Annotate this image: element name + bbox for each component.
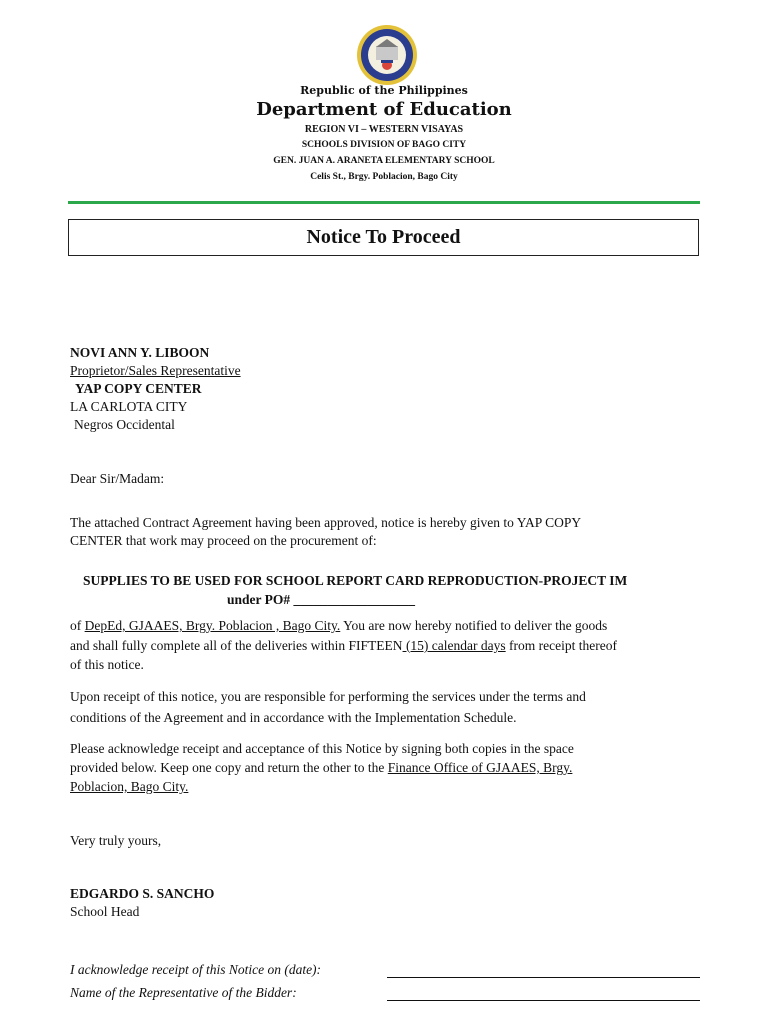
recipient-position: Proprietor/Sales Representative (70, 363, 241, 378)
paragraph-3-line-2: conditions of the Agreement and in accordance with the Implementation Schedule. (70, 710, 517, 725)
paragraph-2-line-2 (70, 637, 705, 655)
closing: Very truly yours, (70, 833, 162, 848)
p2-of: of (70, 618, 85, 633)
p2-line-2a: and shall fully complete all of the deliveries within FIFTEEN (70, 638, 403, 653)
document-title: Notice To Proceed (68, 219, 699, 256)
delivery-place: DepEd, GJAAES, Brgy. Poblacion , Bago City. (84, 618, 341, 633)
deped-seal-icon (356, 24, 418, 86)
signatory-name: EDGARDO S. SANCHO (70, 886, 215, 901)
p2-line-2b: from receipt thereof (505, 638, 617, 653)
republic-line: Republic of the Philippines (300, 84, 468, 97)
paragraph-4-line-1: Please acknowledge receipt and acceptance of this Notice by signing both copies in the space (70, 741, 574, 756)
receipt-date-line[interactable] (387, 977, 700, 978)
school-address: Celis St., Brgy. Poblacion, Bago City (310, 172, 458, 182)
purchase-order-line: under PO# __________________ (227, 592, 416, 607)
receipt-date-label: I acknowledge receipt of this Notice on (date): (70, 962, 322, 977)
paragraph-1-line-2: CENTER that work may proceed on the procurement of: (70, 533, 377, 548)
finance-office-1: Finance Office of GJAAES, Brgy. (387, 760, 573, 775)
p4-line-2a: provided below. Keep one copy and return the other to the (70, 760, 388, 775)
representative-label: Name of the Representative of the Bidder: (70, 985, 297, 1000)
recipient-province: Negros Occidental (74, 417, 175, 432)
representative-name-line[interactable] (387, 1000, 700, 1001)
salutation: Dear Sir/Madam: (70, 471, 165, 486)
division-line: SCHOOLS DIVISION OF BAGO CITY (301, 140, 467, 150)
supplies-title: SUPPLIES TO BE USED FOR SCHOOL REPORT CARD REPRODUCTION-PROJECT IM (83, 573, 628, 588)
recipient-city: LA CARLOTA CITY (70, 399, 188, 414)
paragraph-3-line-1: Upon receipt of this notice, you are responsible for performing the services under the terms and (70, 689, 586, 704)
paragraph-1-line-1: The attached Contract Agreement having been approved, notice is hereby given to YAP COPY (70, 515, 582, 530)
finance-office-2: Poblacion, Bago City. (70, 779, 189, 794)
department-name: Department of Education (256, 99, 512, 120)
recipient-company: YAP COPY CENTER (75, 381, 202, 396)
header-divider (68, 201, 700, 204)
paragraph-2-line-3: of this notice. (70, 657, 144, 672)
recipient-name: NOVI ANN Y. LIBOON (70, 345, 210, 360)
school-name: GEN. JUAN A. ARANETA ELEMENTARY SCHOOL (273, 156, 495, 166)
paragraph-2-line-1 (70, 617, 705, 635)
delivery-period: (15) calendar days (402, 638, 506, 653)
paragraph-4-line-2 (70, 759, 705, 777)
region-line: REGION VI – WESTERN VISAYAS (304, 124, 464, 135)
signatory-title: School Head (70, 904, 140, 919)
p2-rest: You are now hereby notified to deliver the goods (340, 618, 608, 633)
